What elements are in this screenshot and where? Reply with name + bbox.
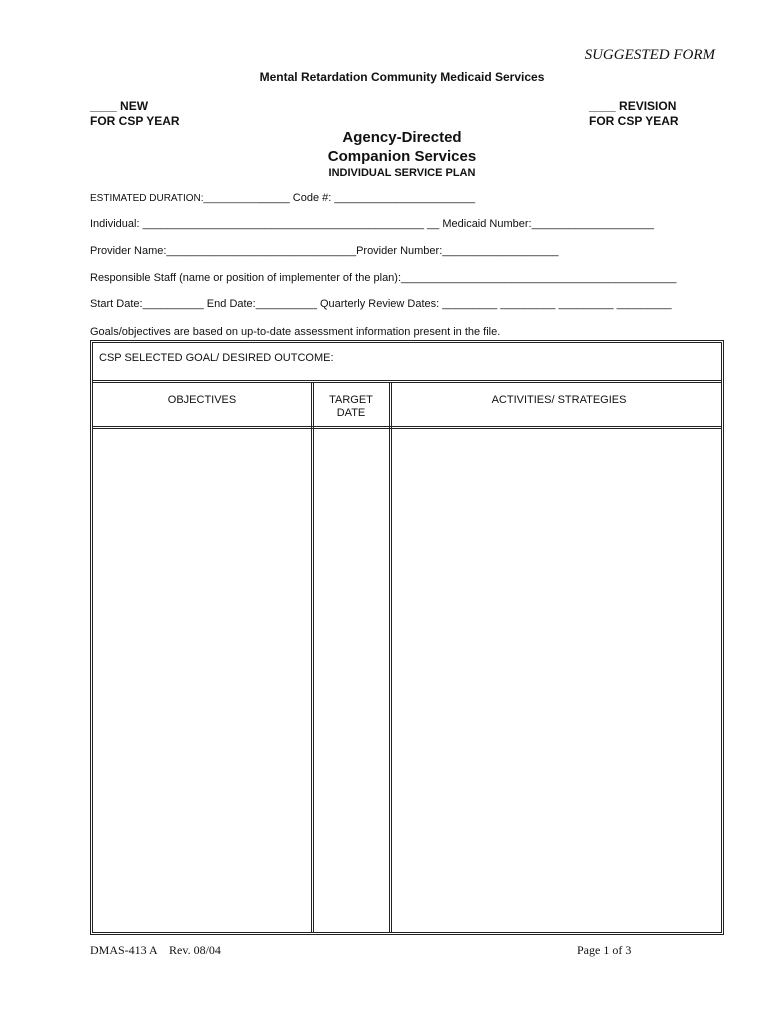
form-subtitle: INDIVIDUAL SERVICE PLAN (328, 167, 476, 179)
target-date-header (313, 394, 389, 420)
individual-field[interactable]: Individual: ______________________________________________ __ Medicaid Number:____________________ (90, 218, 654, 230)
provider-field[interactable]: Provider Name:_______________________________Provider Number:___________________ (90, 245, 559, 257)
goal-label: CSP SELECTED GOAL/ DESIRED OUTCOME: (99, 352, 334, 364)
suggested-form-label: SUGGESTED FORM (584, 47, 715, 63)
revision-checkbox-block[interactable] (589, 99, 679, 129)
estimated-duration-row[interactable] (90, 192, 475, 204)
goals-note: Goals/objectives are based on up-to-date assessment information present in the file. (90, 326, 501, 338)
new-checkbox-block[interactable] (90, 99, 180, 129)
activities-header: ACTIVITIES/ STRATEGIES (491, 394, 627, 406)
estimated-duration-tail: _____ (259, 192, 290, 204)
form-id: DMAS-413 A Rev. 08/04 (90, 943, 221, 957)
dates-field[interactable]: Start Date:__________ End Date:__________ Quarterly Review Dates: _________ _________ _________ _________ (90, 298, 672, 310)
form-title-line-2: Companion Services (327, 148, 477, 165)
column-divider (389, 383, 392, 932)
new-sub-label: FOR CSP YEAR (90, 114, 180, 128)
program-title: Mental Retardation Community Medicaid Services (259, 70, 545, 84)
code-field[interactable]: Code #: _______________________ (292, 192, 476, 204)
target-header-line-2: DATE (336, 407, 366, 419)
form-title-block (0, 128, 770, 180)
service-plan-table (90, 340, 724, 935)
form-title-line-1: Agency-Directed (342, 129, 462, 146)
objectives-header: OBJECTIVES (167, 394, 237, 406)
revision-label: ____ REVISION (589, 99, 677, 113)
page-number: Page 1 of 3 (577, 943, 632, 957)
estimated-duration-field[interactable]: ESTIMATED DURATION:__________ (90, 193, 260, 204)
column-divider (311, 383, 314, 932)
target-header-line-1: TARGET (329, 394, 373, 406)
revision-sub-label: FOR CSP YEAR (589, 114, 679, 128)
goal-row[interactable] (93, 343, 721, 383)
responsible-staff-field[interactable]: Responsible Staff (name or position of implementer of the plan):_____________________________________________ (90, 272, 677, 284)
new-label: ____ NEW (90, 99, 149, 113)
